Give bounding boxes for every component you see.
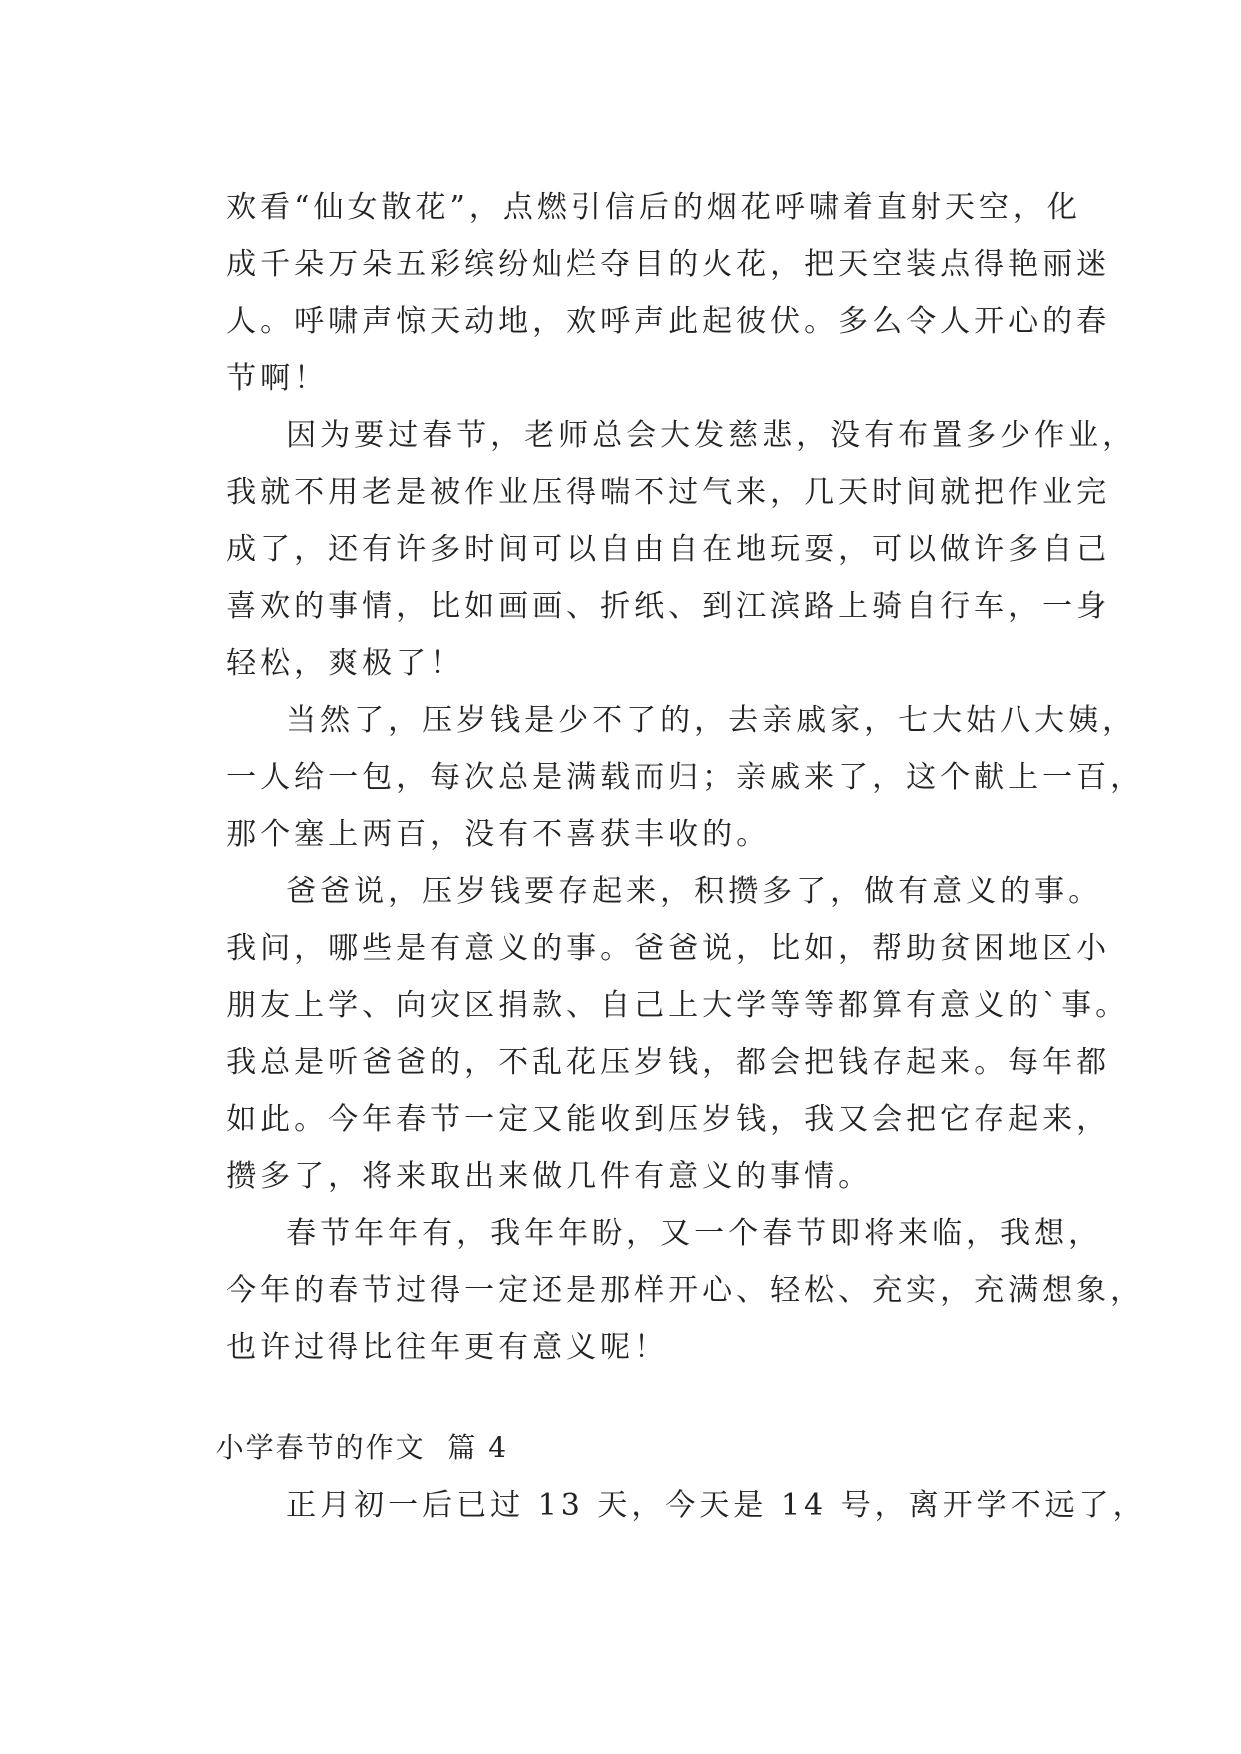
paragraph-1-line-4: 节啊！ [226, 361, 329, 396]
paragraph-5-line-2: 今年的春节过得一定还是那样开心、轻松、充实，充满想象， [226, 1273, 1145, 1308]
section-heading: 小学春节的作文 篇 4 [215, 1431, 509, 1464]
paragraph-4-line-1: 爸爸说，压岁钱要存起来，积攒多了，做有意义的事。 [286, 874, 1103, 909]
paragraph-5-line-1: 春节年年有，我年年盼，又一个春节即将来临，我想， [286, 1216, 1103, 1251]
paragraph-2-line-5: 轻松，爽极了！ [226, 646, 465, 681]
paragraph-2-line-1: 因为要过春节，老师总会大发慈悲，没有布置多少作业， [286, 418, 1137, 453]
paragraph-4-line-6: 攒多了，将来取出来做几件有意义的事情。 [226, 1159, 873, 1194]
paragraph-3-line-1: 当然了，压岁钱是少不了的，去亲戚家，七大姑八大姨， [286, 703, 1137, 738]
paragraph-4-line-5: 如此。今年春节一定又能收到压岁钱，我又会把它存起来， [226, 1102, 1111, 1137]
paragraph-5-line-3: 也许过得比往年更有意义呢！ [226, 1330, 669, 1365]
paragraph-4-line-2: 我问，哪些是有意义的事。爸爸说，比如，帮助贫困地区小 [226, 931, 1111, 966]
paragraph-4-line-3: 朋友上学、向灾区捐款、自己上大学等等都算有意义的`事。 [226, 988, 1130, 1023]
paragraph-1-line-1: 欢看“仙女散花”，点燃引信后的烟花呼啸着直射天空，化 [226, 190, 1081, 225]
paragraph-3-line-3: 那个塞上两百，没有不喜获丰收的。 [226, 817, 771, 852]
paragraph-4-line-4: 我总是听爸爸的，不乱花压岁钱，都会把钱存起来。每年都 [226, 1045, 1111, 1080]
paragraph-3-line-2: 一人给一包，每次总是满载而归；亲戚来了，这个献上一百， [226, 760, 1145, 795]
section-4-paragraph-1-line-1: 正月初一后已过 13 天，今天是 14 号，离开学不远了， [286, 1488, 1147, 1523]
paragraph-2-line-3: 成了，还有许多时间可以自由自在地玩耍，可以做许多自己 [226, 532, 1111, 567]
paragraph-1-line-3: 人。呼啸声惊天动地，欢呼声此起彼伏。多么令人开心的春 [226, 304, 1111, 339]
paragraph-2-line-2: 我就不用老是被作业压得喘不过气来，几天时间就把作业完 [226, 475, 1111, 510]
paragraph-1-line-2: 成千朵万朵五彩缤纷灿烂夺目的火花，把天空装点得艳丽迷 [226, 247, 1111, 282]
paragraph-2-line-4: 喜欢的事情，比如画画、折纸、到江滨路上骑自行车，一身 [226, 589, 1111, 624]
